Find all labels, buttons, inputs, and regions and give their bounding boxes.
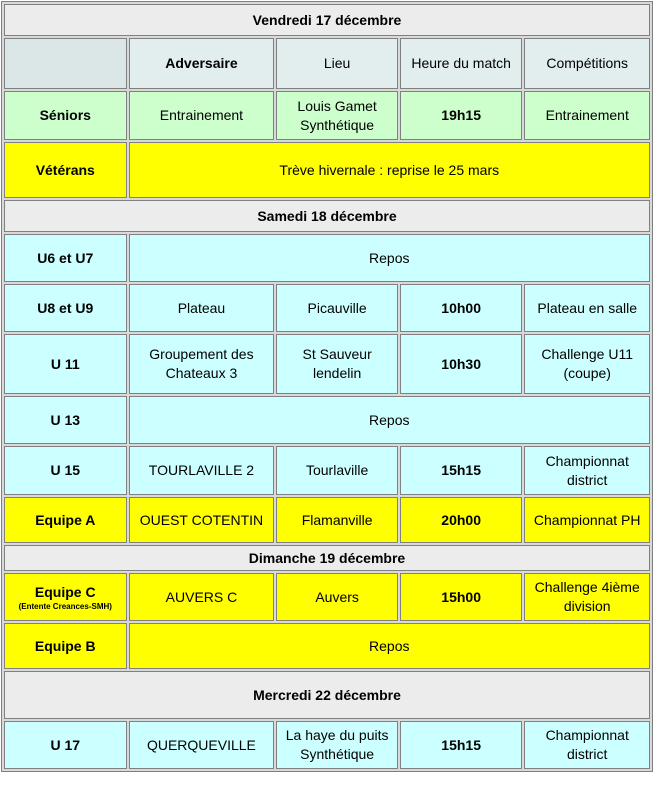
competition-cell: Championnat PH: [524, 497, 650, 543]
match-row-u13: [4, 396, 650, 444]
time-cell: 10h30: [400, 334, 523, 394]
match-row-seniors: [4, 91, 650, 140]
day-row: [4, 200, 650, 232]
match-row-equipe-b: [4, 623, 650, 669]
day-heading-sunday: Dimanche 19 décembre: [4, 545, 650, 571]
competition-line-1: Challenge U11: [541, 346, 633, 362]
note-cell: Repos: [129, 623, 650, 669]
time-cell: 15h15: [400, 446, 523, 495]
venue-line-2: Synthétique: [300, 116, 375, 133]
venue-cell: Auvers: [276, 573, 398, 621]
team-cell: U 13: [4, 396, 127, 444]
venue-line-1: St Sauveur: [302, 346, 372, 362]
day-row: [4, 4, 650, 36]
opponent-cell: OUEST COTENTIN: [129, 497, 275, 543]
competition-line-1: Championnat: [545, 452, 629, 469]
note-cell: Trève hivernale : reprise le 25 mars: [129, 142, 650, 198]
match-row-equipe-c: [4, 573, 650, 621]
competition-line-1: Championnat: [545, 727, 629, 743]
competition-cell: Entrainement: [524, 91, 650, 140]
header-competitions: Compétitions: [524, 38, 650, 89]
opponent-cell: Entrainement: [129, 91, 275, 140]
venue-cell: [276, 91, 398, 140]
match-row-u6-u7: [4, 234, 650, 282]
competition-cell: Plateau en salle: [524, 284, 650, 332]
venue-cell: Flamanville: [276, 497, 398, 543]
note-cell: Repos: [129, 396, 650, 444]
time-cell: 15h00: [400, 573, 523, 621]
opponent-cell: Plateau: [129, 284, 275, 332]
match-row-u15: [4, 446, 650, 495]
team-cell: Vétérans: [4, 142, 127, 198]
competition-line-2: (coupe): [563, 365, 611, 381]
competition-cell: [524, 334, 650, 394]
competition-cell: [524, 573, 650, 621]
venue-cell: Tourlaville: [276, 446, 398, 495]
competition-line-1: Challenge 4ième: [534, 579, 640, 595]
note-cell: Repos: [129, 234, 650, 282]
venue-line-1: Louis Gamet: [297, 97, 377, 114]
opponent-cell: QUERQUEVILLE: [129, 721, 275, 769]
match-row-u17: [4, 721, 650, 769]
competition-line-2: district: [566, 471, 608, 488]
schedule-table: [1, 1, 653, 772]
match-row-equipe-a: [4, 497, 650, 543]
time-cell: 19h15: [400, 91, 523, 140]
venue-line-2: lendelin: [312, 365, 362, 381]
venue-cell: [276, 334, 398, 394]
time-cell: 20h00: [400, 497, 523, 543]
team-name: Equipe C: [34, 583, 96, 600]
team-cell: U 15: [4, 446, 127, 495]
header-adversaire: Adversaire: [129, 38, 275, 89]
team-cell: Séniors: [4, 91, 127, 140]
opponent-line-2: Chateaux 3: [165, 365, 238, 381]
competition-line-2: district: [566, 746, 608, 762]
day-heading-friday: Vendredi 17 décembre: [4, 4, 650, 36]
opponent-cell: TOURLAVILLE 2: [129, 446, 275, 495]
opponent-cell: [129, 334, 275, 394]
day-heading-wednesday: Mercredi 22 décembre: [4, 671, 650, 719]
match-row-veterans: [4, 142, 650, 198]
time-cell: 10h00: [400, 284, 523, 332]
match-row-u8-u9: [4, 284, 650, 332]
team-cell: U 17: [4, 721, 127, 769]
match-row-u11: [4, 334, 650, 394]
time-cell: 15h15: [400, 721, 523, 769]
column-header-row: [4, 38, 650, 89]
header-heure: Heure du match: [400, 38, 523, 89]
header-empty-cell: [4, 38, 127, 89]
competition-cell: [524, 446, 650, 495]
team-cell: [4, 573, 127, 621]
venue-line-1: La haye du puits: [285, 727, 389, 743]
venue-cell: Picauville: [276, 284, 398, 332]
venue-cell: [276, 721, 398, 769]
team-cell: U6 et U7: [4, 234, 127, 282]
opponent-line-1: Groupement des: [149, 346, 254, 362]
team-cell: U8 et U9: [4, 284, 127, 332]
header-lieu: Lieu: [276, 38, 398, 89]
opponent-cell: AUVERS C: [129, 573, 275, 621]
venue-line-2: Synthétique: [300, 746, 375, 762]
team-cell: Equipe B: [4, 623, 127, 669]
day-heading-saturday: Samedi 18 décembre: [4, 200, 650, 232]
competition-line-2: division: [563, 598, 611, 614]
team-note: (Entente Creances-SMH): [18, 601, 112, 611]
day-row: [4, 545, 650, 571]
team-cell: U 11: [4, 334, 127, 394]
competition-cell: [524, 721, 650, 769]
team-cell: Equipe A: [4, 497, 127, 543]
day-row: [4, 671, 650, 719]
